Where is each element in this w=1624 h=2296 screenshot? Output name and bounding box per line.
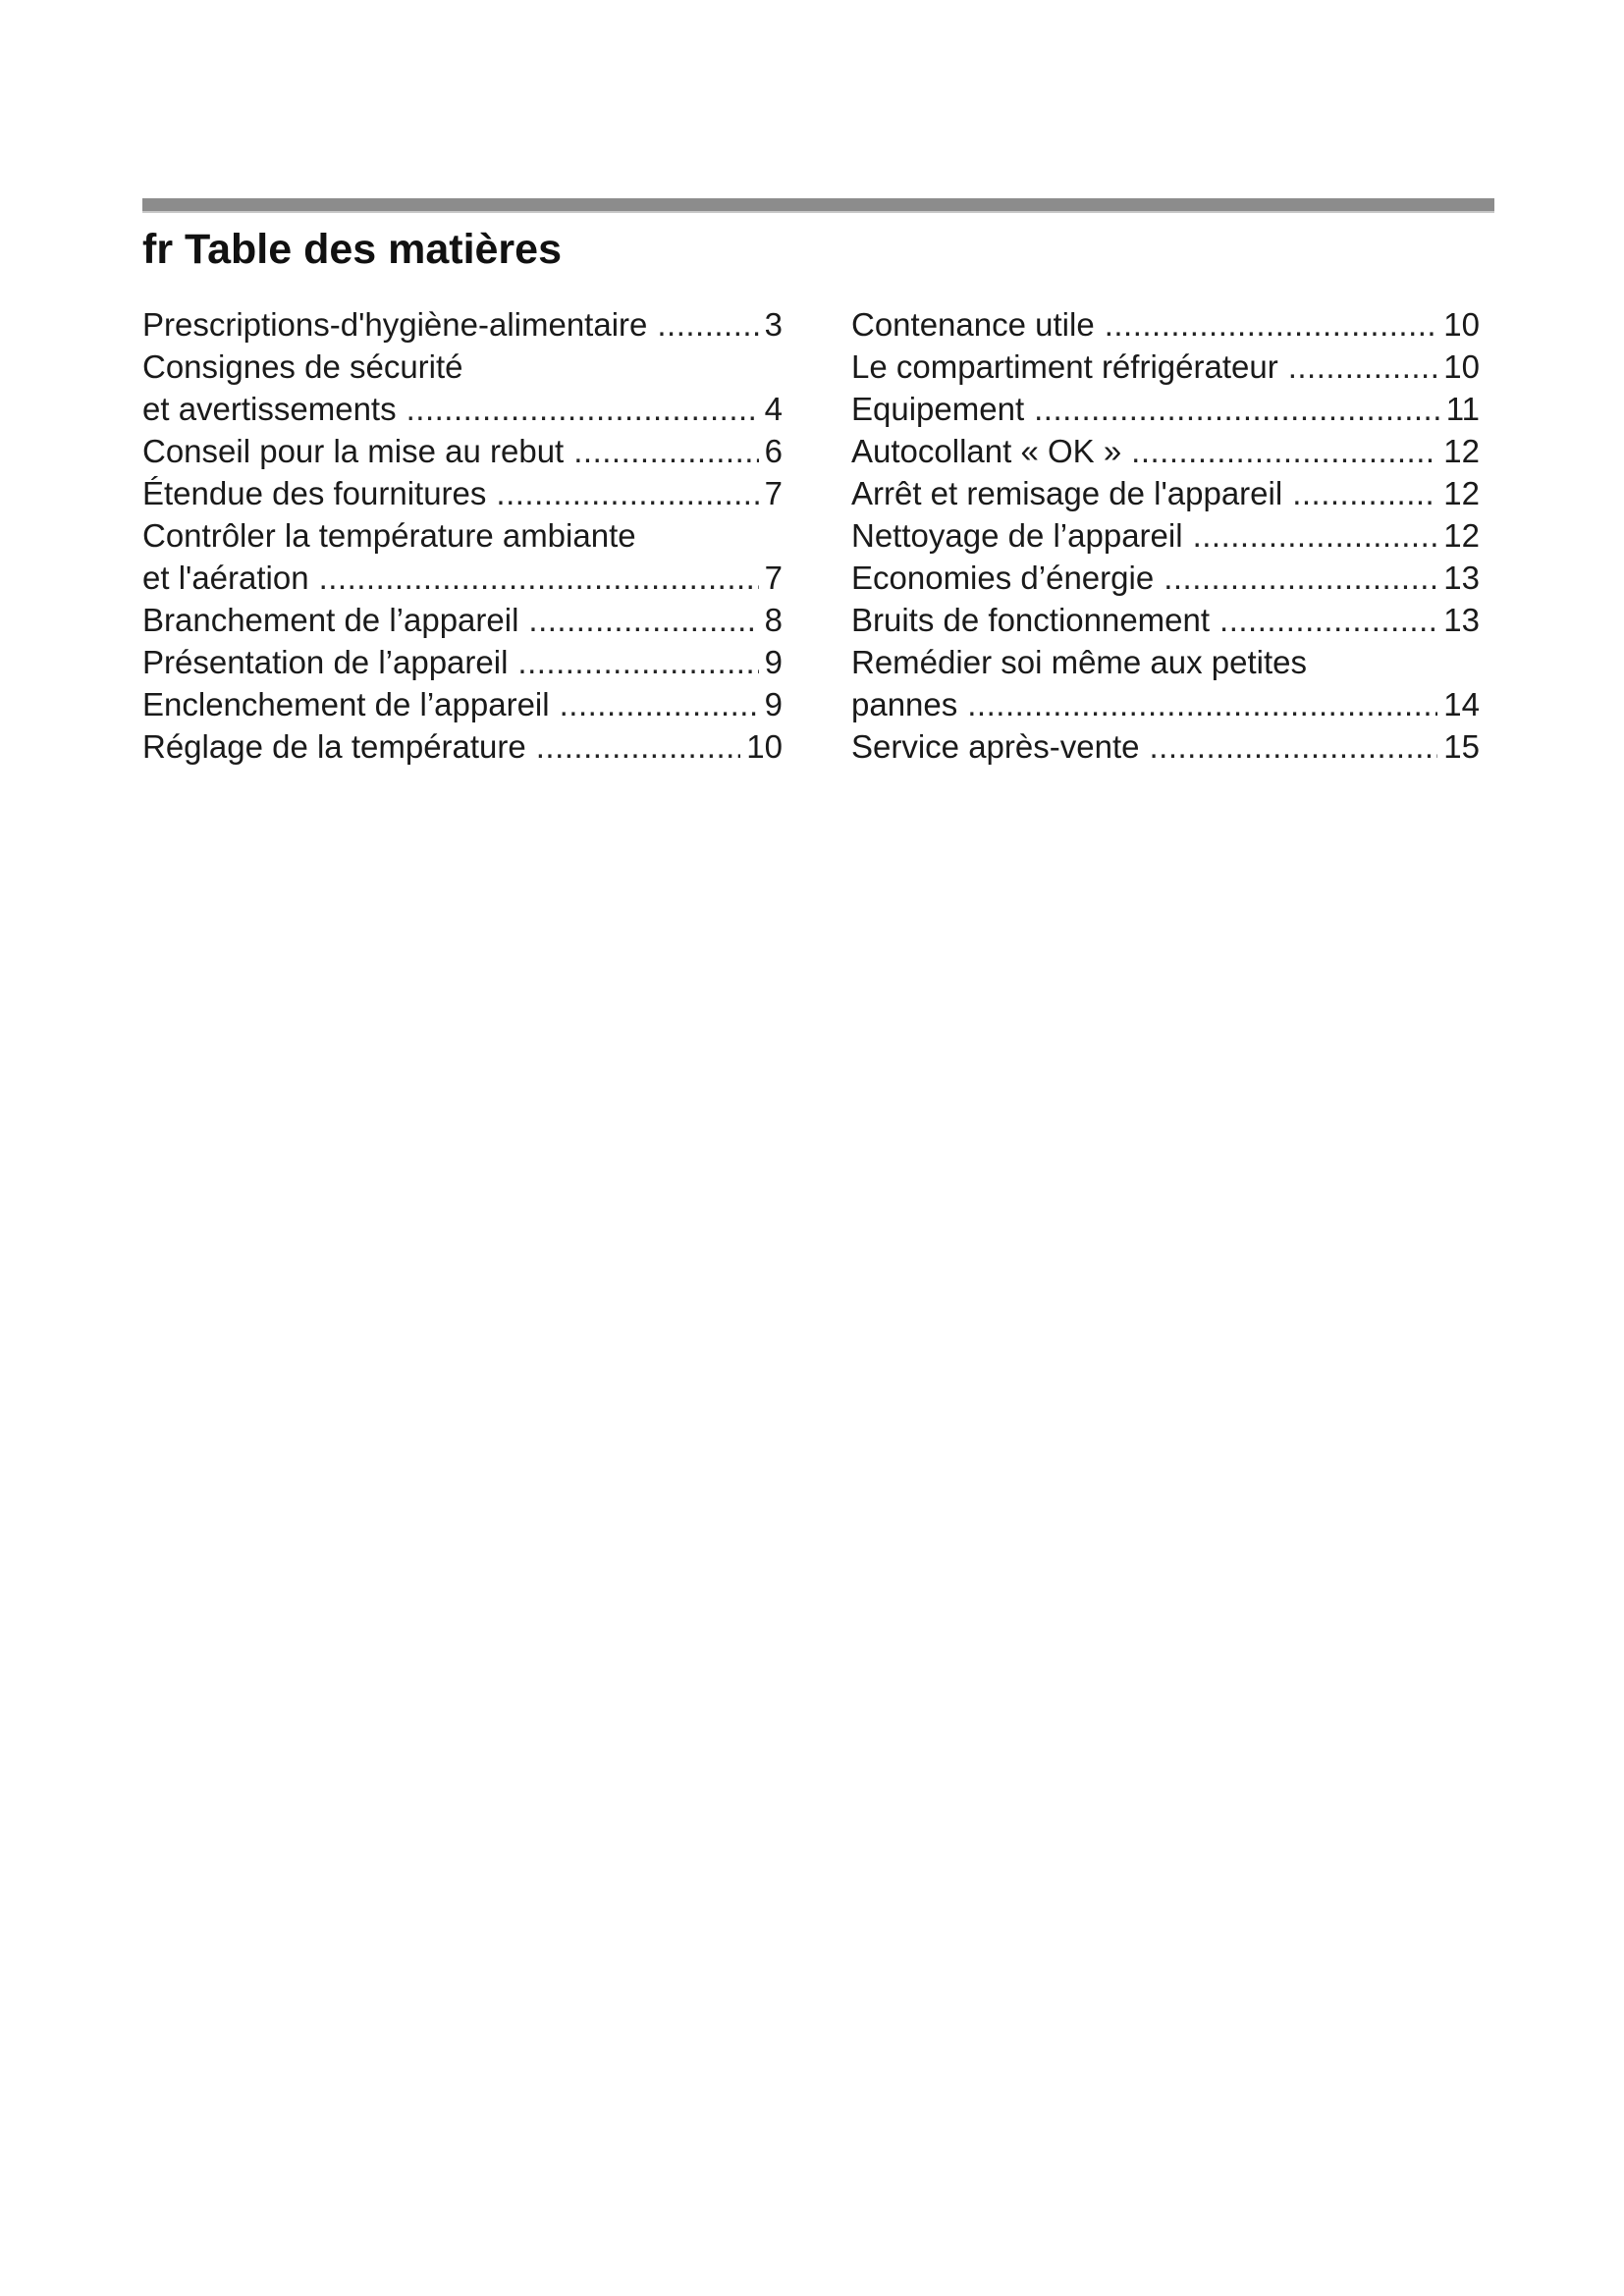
toc-entry-label: Réglage de la température xyxy=(142,728,526,765)
toc-entry[interactable] xyxy=(851,641,1480,725)
toc-entry-label: Autocollant « OK » xyxy=(851,433,1122,469)
page-title: fr Table des matières xyxy=(142,226,562,273)
toc-entry[interactable] xyxy=(142,641,783,683)
toc-entry-label: Bruits de fonctionnement xyxy=(851,602,1211,638)
dot-leader xyxy=(319,557,759,599)
toc-page-number: 10 xyxy=(746,728,783,765)
dot-leader xyxy=(1292,472,1437,514)
dot-leader xyxy=(967,683,1437,725)
dot-leader xyxy=(1288,346,1438,388)
toc-entry-label: Nettoyage de l’appareil xyxy=(851,517,1183,554)
dot-leader xyxy=(1219,599,1437,641)
dot-leader xyxy=(536,725,741,768)
toc-page-number: 9 xyxy=(764,686,783,722)
toc-entry[interactable] xyxy=(142,303,783,346)
toc-entry[interactable] xyxy=(851,388,1480,430)
toc-entry[interactable] xyxy=(142,725,783,768)
toc-page-number: 13 xyxy=(1443,560,1480,596)
dot-leader xyxy=(517,641,758,683)
toc-entry[interactable] xyxy=(851,514,1480,557)
toc-entry-label: Présentation de l’appareil xyxy=(142,644,509,680)
toc-entry-label: Enclenchement de l’appareil xyxy=(142,686,550,722)
toc-entry-label-line1: Remédier soi même aux petites xyxy=(851,644,1308,680)
dot-leader xyxy=(406,388,759,430)
toc-column-left xyxy=(142,303,783,768)
toc-column-right xyxy=(851,303,1480,768)
toc-entry-label: Étendue des fournitures xyxy=(142,475,487,511)
toc-page-number: 10 xyxy=(1443,348,1480,385)
toc-entry[interactable] xyxy=(851,346,1480,388)
dot-leader xyxy=(1149,725,1437,768)
header-rule xyxy=(142,198,1494,211)
toc-entry-label-line1: Consignes de sécurité xyxy=(142,348,463,385)
toc-entry-label: Equipement xyxy=(851,391,1025,427)
toc-entry-label: Le compartiment réfrigérateur xyxy=(851,348,1278,385)
toc-page-number: 15 xyxy=(1443,728,1480,765)
dot-leader xyxy=(657,303,758,346)
toc-entry[interactable] xyxy=(142,472,783,514)
toc-entry[interactable] xyxy=(851,303,1480,346)
toc-entry[interactable] xyxy=(851,557,1480,599)
toc-entry-label: pannes xyxy=(851,686,958,722)
toc-entry[interactable] xyxy=(142,430,783,472)
toc-page-number: 14 xyxy=(1443,686,1480,722)
dot-leader xyxy=(1034,388,1440,430)
toc-entry[interactable] xyxy=(142,599,783,641)
toc-entry-label: Prescriptions-d'hygiène-alimentaire xyxy=(142,306,648,343)
toc-page-number: 9 xyxy=(764,644,783,680)
toc-entry-label-line1: Contrôler la température ambiante xyxy=(142,517,636,554)
toc-entry-label: Service après-vente xyxy=(851,728,1140,765)
toc-page-number: 4 xyxy=(764,391,783,427)
toc-entry-label: Arrêt et remisage de l'appareil xyxy=(851,475,1283,511)
toc-page-number: 8 xyxy=(764,602,783,638)
toc-entry-label: Conseil pour la mise au rebut xyxy=(142,433,565,469)
toc-page-number: 6 xyxy=(764,433,783,469)
toc-entry-label: Contenance utile xyxy=(851,306,1095,343)
dot-leader xyxy=(1131,430,1437,472)
toc-page-number: 3 xyxy=(764,306,783,343)
toc-entry-label: Economies d’énergie xyxy=(851,560,1155,596)
toc-page-number: 13 xyxy=(1443,602,1480,638)
toc-entry[interactable] xyxy=(851,725,1480,768)
dot-leader xyxy=(496,472,758,514)
dot-leader xyxy=(1105,303,1438,346)
toc-page-number: 11 xyxy=(1445,391,1480,427)
dot-leader xyxy=(573,430,758,472)
toc-page-number: 10 xyxy=(1443,306,1480,343)
toc-entry[interactable] xyxy=(142,346,783,430)
toc-entry-label: Branchement de l’appareil xyxy=(142,602,519,638)
dot-leader xyxy=(560,683,759,725)
toc-entry[interactable] xyxy=(851,430,1480,472)
toc-entry[interactable] xyxy=(142,683,783,725)
dot-leader xyxy=(1164,557,1437,599)
toc-entry[interactable] xyxy=(851,472,1480,514)
toc-page-number: 7 xyxy=(764,560,783,596)
toc-page-number: 7 xyxy=(764,475,783,511)
dot-leader xyxy=(1193,514,1438,557)
toc-page-number: 12 xyxy=(1443,517,1480,554)
dot-leader xyxy=(528,599,758,641)
toc-page-number: 12 xyxy=(1443,433,1480,469)
toc-entry-label: et avertissements xyxy=(142,391,397,427)
toc-entry[interactable] xyxy=(142,514,783,599)
toc-entry[interactable] xyxy=(851,599,1480,641)
toc-page-number: 12 xyxy=(1443,475,1480,511)
toc-entry-label: et l'aération xyxy=(142,560,309,596)
